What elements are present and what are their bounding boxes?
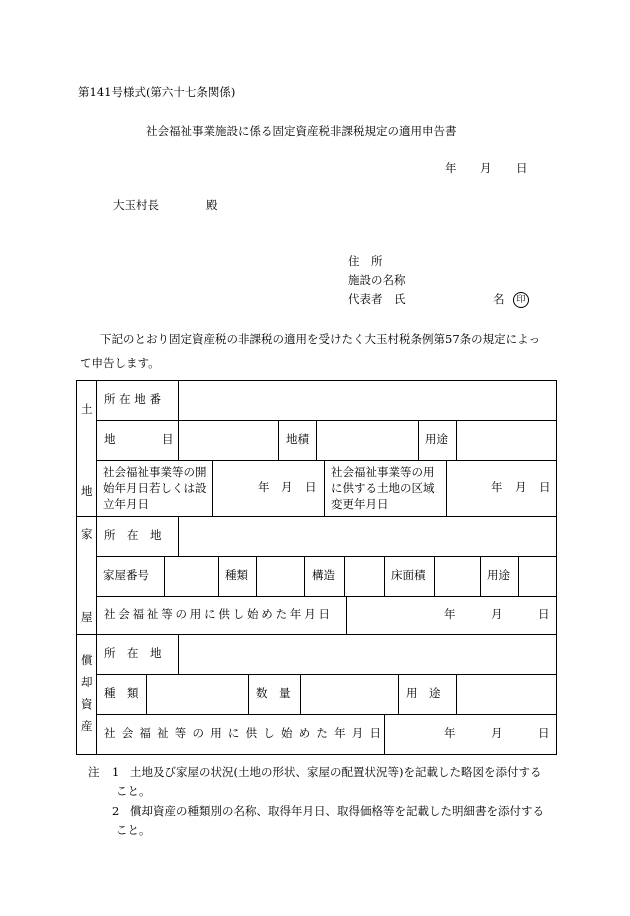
note-1-line-2: こと。: [116, 784, 151, 798]
land-start-day: 日: [305, 480, 317, 495]
facility-name-label: 施設の名称: [348, 273, 406, 287]
land-use-label: 用途: [425, 432, 448, 447]
land-section-char-top: 土: [81, 402, 93, 416]
land-start-month: 月: [281, 480, 293, 495]
seal-mark: 印: [513, 292, 529, 308]
land-area-label: 地積: [286, 432, 309, 447]
depreciable-section-char-4: 産: [81, 719, 93, 733]
house-type-label: 種類: [225, 568, 248, 583]
house-section-char-bottom: 屋: [81, 610, 93, 624]
date-month-label: 月: [480, 161, 492, 175]
house-start-date-label: 社会福祉等の用に供し始めた年月日: [104, 607, 333, 622]
depreciable-section-char-3: 資: [81, 697, 93, 711]
house-start-day: 日: [538, 607, 550, 622]
house-structure-label: 構造: [312, 568, 335, 583]
depreciable-location-label: 所 在 地: [104, 646, 162, 661]
intro-line-1: 下記のとおり固定資産税の非課税の適用を受けたく大玉村税条例第57条の規定によっ: [100, 332, 541, 346]
form-number: 第141号様式(第六十七条関係): [78, 85, 236, 99]
intro-line-2: て申告します。: [80, 356, 160, 370]
land-chimoku-char-1: 地: [104, 432, 116, 447]
depreciable-type-label: 種 類: [104, 686, 139, 701]
land-change-month: 月: [515, 480, 527, 495]
land-chimoku-char-2: 目: [162, 432, 174, 447]
depreciable-quantity-label: 数 量: [256, 686, 291, 701]
representative-label: 代表者 氏: [348, 292, 406, 306]
house-number-label: 家屋番号: [103, 568, 149, 583]
house-location-label: 所 在 地: [104, 528, 162, 543]
house-start-month: 月: [491, 607, 503, 622]
land-change-day: 日: [539, 480, 551, 495]
land-change-date-label: 社会福祉事業等の用に供する土地の区域変更年月日: [331, 465, 435, 511]
land-section-char-bottom: 地: [81, 484, 93, 498]
honorific: 殿: [206, 198, 218, 212]
house-section-char-top: 家: [81, 527, 93, 541]
depreciable-start-year: 年: [444, 726, 456, 741]
depreciable-start-day: 日: [538, 726, 550, 741]
note-2-line-1: 償却資産の種類別の名称、取得年月日、取得価格等を記載した明細書を添付する: [130, 804, 544, 818]
addressee: 大玉村長: [113, 198, 159, 212]
house-start-year: 年: [444, 607, 456, 622]
date-day-label: 日: [516, 161, 528, 175]
note-2-line-2: こと。: [116, 823, 151, 837]
land-location-label: 所 在 地 番: [104, 392, 161, 407]
land-start-date-label: 社会福祉事業等の開始年月日若しくは設立年月日: [103, 465, 207, 511]
depreciable-start-month: 月: [491, 726, 503, 741]
depreciable-use-label: 用 途: [406, 686, 441, 701]
depreciable-start-date-label: 社会福祉等の用に供し始めた年月日: [104, 726, 388, 741]
land-change-year: 年: [491, 480, 503, 495]
page-title: 社会福祉事業施設に係る固定資産税非課税規定の適用申告書: [146, 124, 457, 138]
notes-heading: 注: [88, 765, 100, 779]
note-1-line-1: 土地及び家屋の状況(土地の形状、家屋の配置状況等)を記載した略図を添付する: [130, 765, 542, 779]
note-2-number: 2: [112, 804, 120, 818]
house-floor-area-label: 床面積: [391, 568, 426, 583]
depreciable-section-char-2: 却: [81, 675, 93, 689]
name-char: 名: [493, 292, 505, 306]
depreciable-section-char-1: 償: [81, 653, 93, 667]
address-label: 住 所: [348, 254, 383, 268]
date-year-label: 年: [445, 161, 457, 175]
house-use-label: 用途: [487, 568, 510, 583]
note-1-number: 1: [112, 765, 120, 779]
land-start-year: 年: [258, 480, 270, 495]
